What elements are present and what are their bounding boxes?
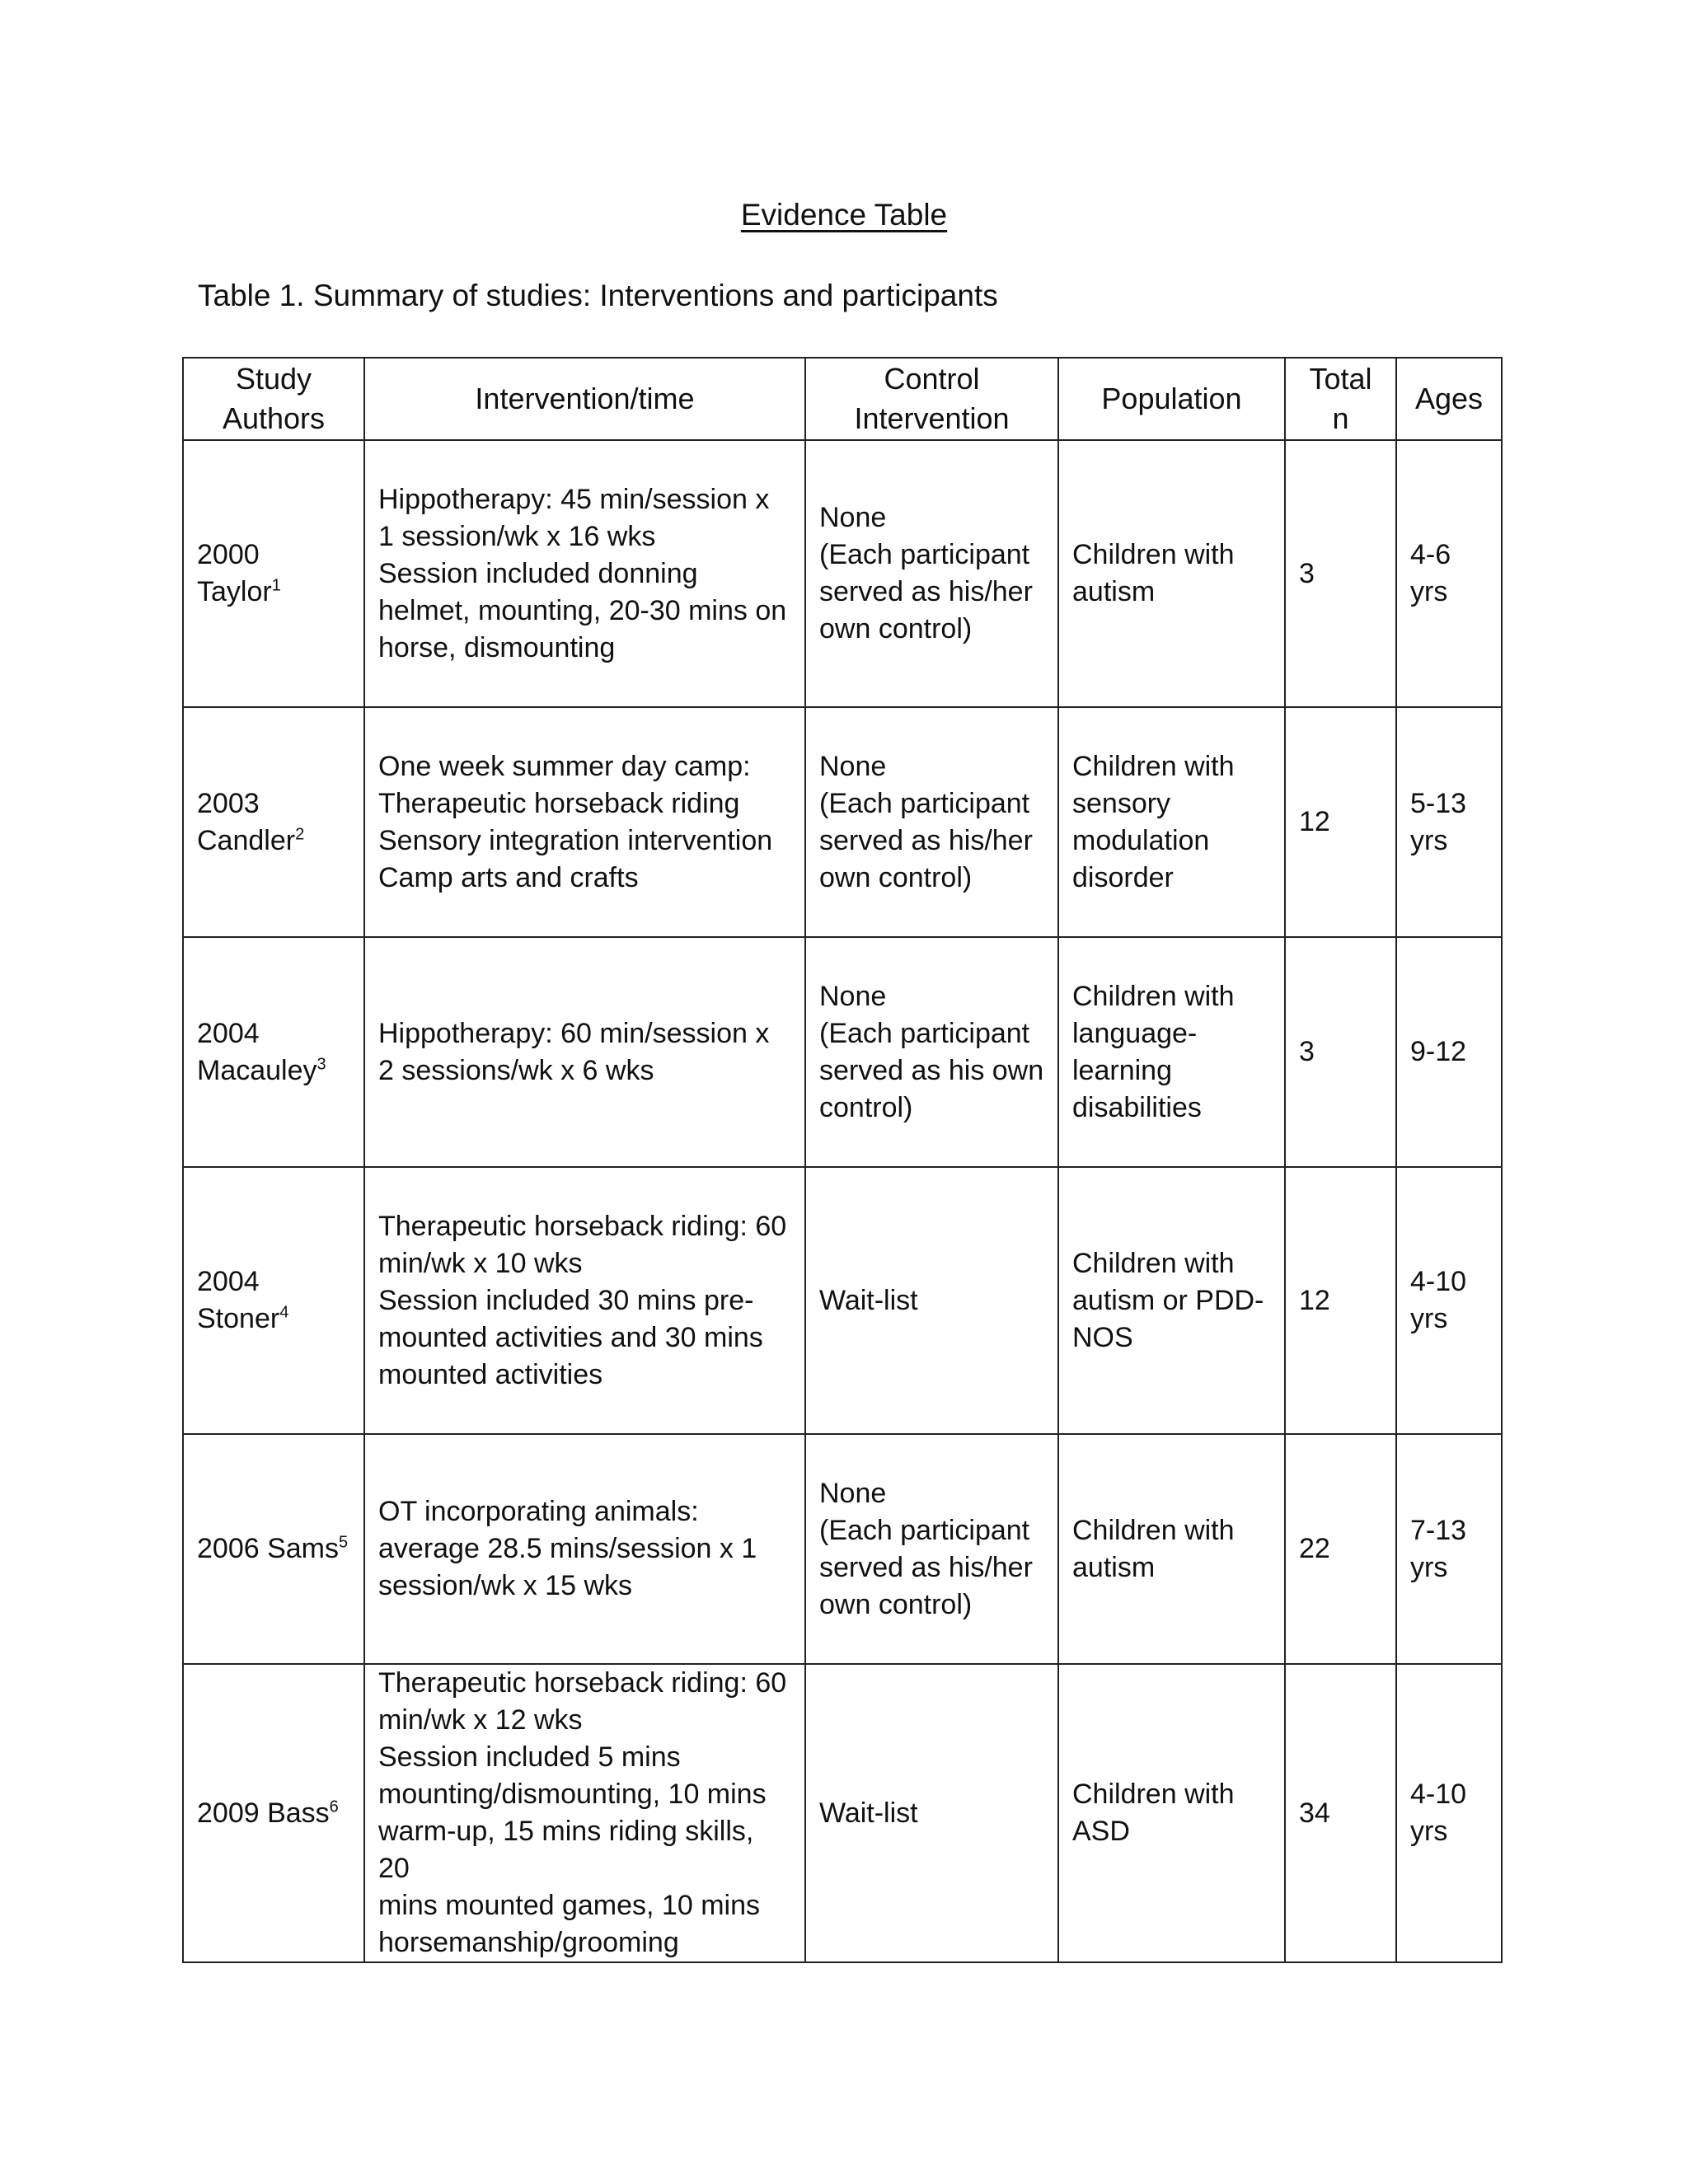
cell-ages-line: 4-10	[1410, 1266, 1467, 1297]
cell-total-n: 12	[1285, 707, 1396, 937]
cell-control	[805, 1434, 1058, 1664]
study-author: Stoner	[197, 1303, 280, 1334]
page-title: Evidence Table	[740, 198, 948, 232]
cell-intervention-line: min/wk x 10 wks	[378, 1247, 583, 1279]
cell-population-line: autism	[1072, 1551, 1156, 1583]
cell-study	[183, 1434, 364, 1664]
cell-population-line: Children with	[1072, 539, 1235, 570]
cell-intervention-line: Session included 30 mins pre-	[378, 1284, 754, 1316]
cell-control-line: served as his/her	[819, 824, 1033, 856]
cell-intervention-line: mounted activities and 30 mins	[378, 1321, 763, 1353]
cell-study	[183, 707, 364, 937]
header-population: Population	[1058, 358, 1285, 440]
cell-population-line: Children with	[1072, 750, 1235, 782]
cell-population-line: learning	[1072, 1054, 1172, 1086]
cell-study	[183, 1664, 364, 1962]
cell-intervention-line: mins mounted games, 10 mins	[378, 1890, 760, 1921]
header-intervention: Intervention/time	[364, 358, 805, 440]
cell-ages-line: yrs	[1410, 1303, 1448, 1334]
header-control-line2: Intervention	[854, 401, 1010, 435]
cell-ages	[1396, 937, 1502, 1167]
cell-ages-line: 9-12	[1410, 1036, 1467, 1067]
header-ages: Ages	[1396, 358, 1502, 440]
table-row	[183, 440, 1502, 707]
cell-control	[805, 1167, 1058, 1434]
reference-number: 5	[339, 1533, 349, 1552]
cell-total-n: 3	[1285, 937, 1396, 1167]
study-year: 2004	[197, 1266, 260, 1297]
cell-ages	[1396, 440, 1502, 707]
cell-population-line: language-	[1072, 1017, 1198, 1049]
cell-control-line: (Each participant	[819, 539, 1030, 570]
header-study-line1: Study	[235, 362, 312, 396]
cell-population-line: disabilities	[1072, 1091, 1202, 1123]
cell-intervention-line: horsemanship/grooming	[378, 1927, 679, 1958]
cell-control-line: served as his/her	[819, 1551, 1033, 1583]
cell-intervention	[364, 1434, 805, 1664]
cell-total-n: 22	[1285, 1434, 1396, 1664]
header-study-authors	[183, 358, 364, 440]
table-row	[183, 1167, 1502, 1434]
header-control-line1: Control	[884, 362, 980, 396]
header-control-intervention	[805, 358, 1058, 440]
header-total-line1: Total	[1309, 362, 1372, 396]
cell-population	[1058, 1664, 1285, 1962]
table-header-row	[183, 358, 1502, 440]
cell-population	[1058, 937, 1285, 1167]
cell-population-line: disorder	[1072, 861, 1174, 893]
cell-study	[183, 937, 364, 1167]
cell-control	[805, 937, 1058, 1167]
cell-ages	[1396, 707, 1502, 937]
table-caption: Table 1. Summary of studies: Interventions and participants	[198, 279, 998, 312]
cell-population-line: Children with	[1072, 980, 1235, 1012]
cell-ages	[1396, 1434, 1502, 1664]
cell-population-line: sensory	[1072, 787, 1171, 819]
cell-ages-line: yrs	[1410, 1816, 1448, 1847]
cell-control-line: served as his own	[819, 1054, 1044, 1086]
study-author: 2009 Bass	[197, 1797, 330, 1829]
cell-population-line: ASD	[1072, 1816, 1130, 1847]
cell-intervention-line: average 28.5 mins/session x 1	[378, 1533, 757, 1564]
header-total-n	[1285, 358, 1396, 440]
cell-control-line: own control)	[819, 1588, 973, 1620]
table-row	[183, 707, 1502, 937]
cell-intervention-line: min/wk x 12 wks	[378, 1704, 583, 1736]
cell-intervention-line: One week summer day camp:	[378, 750, 751, 782]
header-study-line2: Authors	[222, 401, 326, 435]
study-year: 2003	[197, 787, 260, 819]
cell-control-line: (Each participant	[819, 1514, 1030, 1546]
cell-intervention-line: warm-up, 15 mins riding skills, 20	[378, 1816, 754, 1884]
cell-intervention	[364, 1167, 805, 1434]
reference-number: 3	[316, 1055, 326, 1074]
cell-intervention	[364, 440, 805, 707]
cell-control-line: own control)	[819, 861, 973, 893]
study-year: 2004	[197, 1017, 260, 1049]
cell-control-line: own control)	[819, 613, 973, 644]
table-row	[183, 1664, 1502, 1962]
cell-control-line: (Each participant	[819, 1017, 1030, 1049]
table-row	[183, 1434, 1502, 1664]
header-total-line2: n	[1332, 401, 1349, 435]
reference-number: 1	[271, 576, 281, 595]
cell-control-line: served as his/her	[819, 576, 1033, 607]
cell-control	[805, 1664, 1058, 1962]
cell-control-line: control)	[819, 1091, 913, 1123]
cell-intervention-line: session/wk x 15 wks	[378, 1570, 632, 1601]
cell-control	[805, 707, 1058, 937]
cell-intervention-line: Therapeutic horseback riding: 60	[378, 1667, 787, 1699]
cell-population-line: Children with	[1072, 1247, 1235, 1279]
cell-intervention	[364, 937, 805, 1167]
cell-ages-line: yrs	[1410, 1551, 1448, 1583]
cell-population	[1058, 707, 1285, 937]
cell-population-line: Children with	[1072, 1779, 1235, 1810]
cell-intervention-line: helmet, mounting, 20-30 mins on	[378, 594, 787, 626]
study-year: 2000	[197, 539, 260, 570]
cell-population-line: autism	[1072, 576, 1156, 607]
cell-intervention-line: mounted activities	[378, 1358, 603, 1390]
cell-intervention-line: 1 session/wk x 16 wks	[378, 520, 656, 552]
cell-ages-line: 7-13	[1410, 1514, 1467, 1546]
cell-intervention-line: Therapeutic horseback riding	[378, 787, 740, 819]
cell-intervention-line: Session included 5 mins	[378, 1741, 681, 1773]
cell-intervention-line: mounting/dismounting, 10 mins	[378, 1779, 767, 1810]
cell-total-n: 3	[1285, 440, 1396, 707]
evidence-table	[182, 357, 1503, 1963]
cell-intervention-line: Hippotherapy: 45 min/session x	[378, 483, 770, 515]
cell-ages	[1396, 1664, 1502, 1962]
cell-population-line: autism or PDD-	[1072, 1284, 1264, 1316]
cell-intervention-line: Therapeutic horseback riding: 60	[378, 1210, 787, 1242]
study-author: Taylor	[197, 576, 272, 607]
cell-total-n: 12	[1285, 1167, 1396, 1434]
cell-ages-line: 4-6	[1410, 539, 1451, 570]
cell-intervention-line: horse, dismounting	[378, 631, 616, 663]
cell-population	[1058, 1434, 1285, 1664]
cell-intervention	[364, 1664, 805, 1962]
cell-intervention-line: Camp arts and crafts	[378, 861, 639, 893]
cell-study	[183, 1167, 364, 1434]
cell-ages-line: 5-13	[1410, 787, 1467, 819]
cell-total-n: 34	[1285, 1664, 1396, 1962]
cell-control-line: None	[819, 980, 887, 1012]
cell-intervention-line: 2 sessions/wk x 6 wks	[378, 1054, 654, 1086]
reference-number: 2	[295, 825, 305, 844]
study-author: Candler	[197, 824, 296, 856]
reference-number: 4	[279, 1303, 289, 1322]
cell-ages-line: yrs	[1410, 824, 1448, 856]
cell-intervention-line: OT incorporating animals:	[378, 1496, 699, 1527]
cell-ages-line: yrs	[1410, 576, 1448, 607]
cell-population-line: Children with	[1072, 1514, 1235, 1546]
cell-intervention	[364, 707, 805, 937]
cell-intervention-line: Session included donning	[378, 557, 698, 589]
cell-population-line: NOS	[1072, 1321, 1133, 1353]
cell-control-line: Wait-list	[819, 1797, 918, 1829]
cell-population	[1058, 1167, 1285, 1434]
cell-control-line: (Each participant	[819, 787, 1030, 819]
cell-intervention-line: Sensory integration intervention	[378, 824, 773, 856]
study-author: 2006 Sams	[197, 1533, 339, 1564]
reference-number: 6	[329, 1797, 339, 1816]
cell-study	[183, 440, 364, 707]
cell-intervention-line: Hippotherapy: 60 min/session x	[378, 1017, 770, 1049]
cell-control-line: Wait-list	[819, 1284, 918, 1316]
study-author: Macauley	[197, 1054, 317, 1086]
cell-control-line: None	[819, 1477, 887, 1509]
table-row	[183, 937, 1502, 1167]
cell-ages-line: 4-10	[1410, 1779, 1467, 1810]
cell-control-line: None	[819, 750, 887, 782]
cell-population-line: modulation	[1072, 824, 1210, 856]
cell-control-line: None	[819, 502, 887, 533]
cell-population	[1058, 440, 1285, 707]
cell-control	[805, 440, 1058, 707]
cell-ages	[1396, 1167, 1502, 1434]
